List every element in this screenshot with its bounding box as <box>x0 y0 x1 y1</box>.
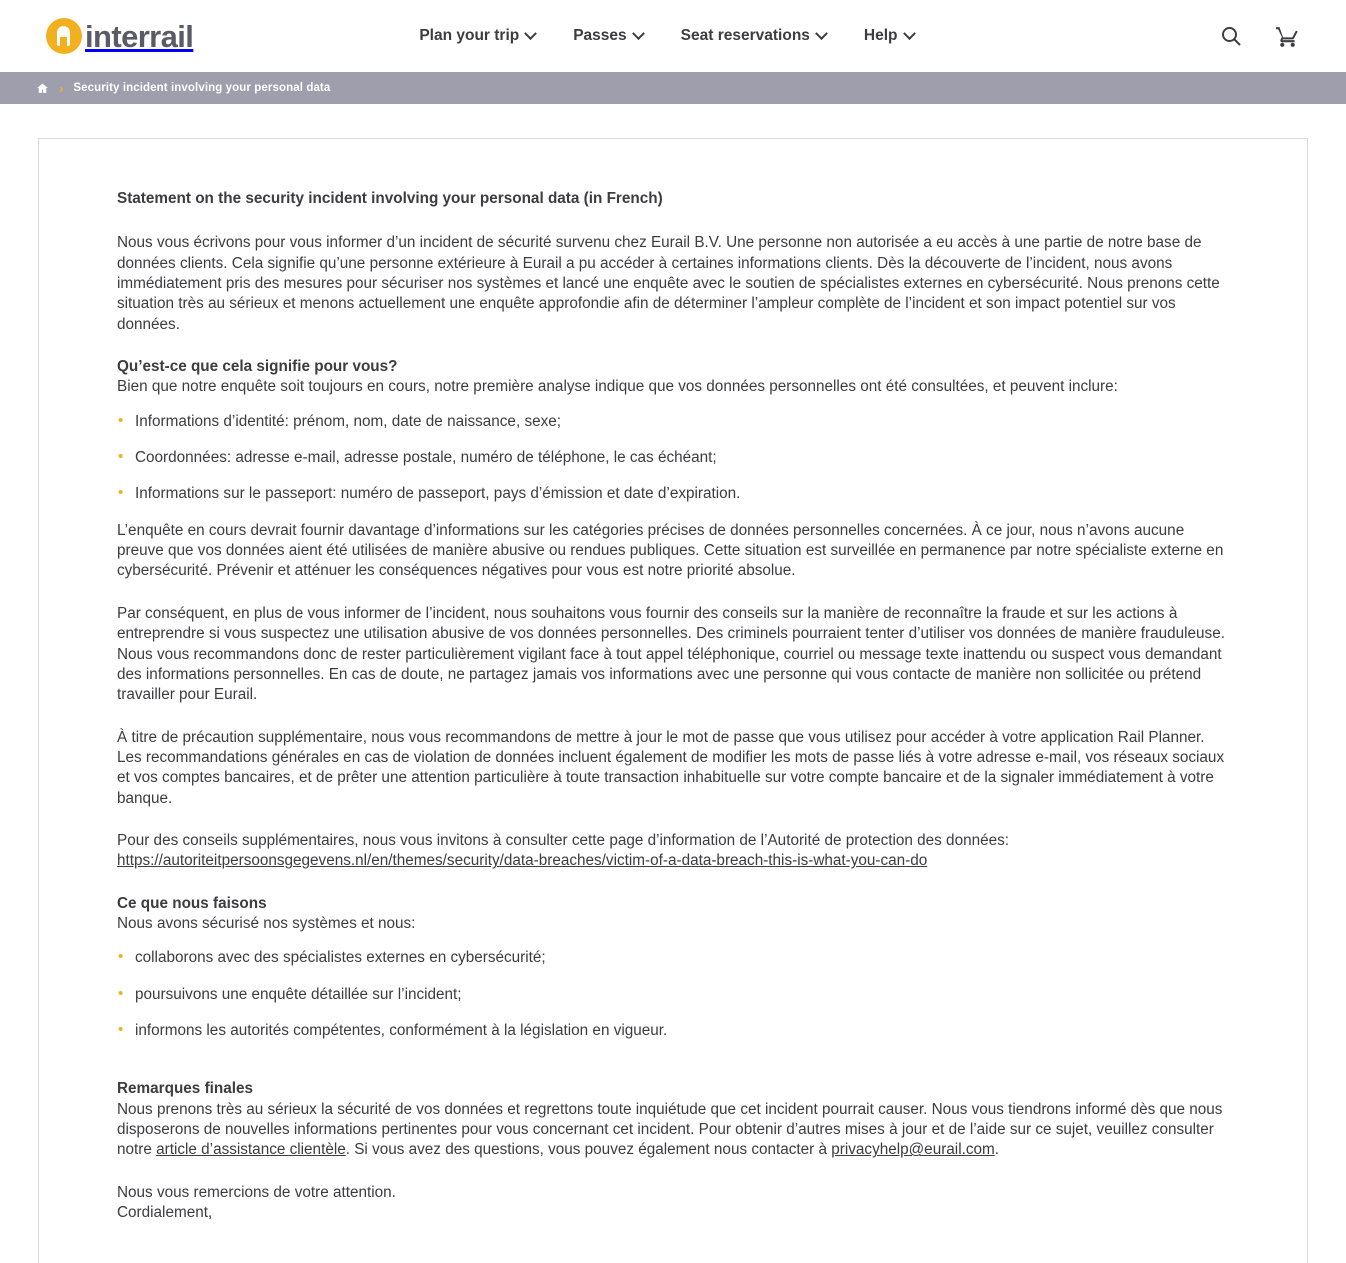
paragraph-investigation: L’enquête en cours devrait fournir davantage d’informations sur les catégories précises de données personnelles concernées. À ce jour, nous n’avons aucune preuve que vos données aient été utilisées de manière abusive ou rendues publiques. Cette situation est surveillée en permanence par notre spécialiste externe en cybersécurité. Prévenir et atténuer les conséquences négatives pour vous est notre priorité absolue. <box>117 521 1224 580</box>
external-authority-link[interactable]: https://autoriteitpersoonsgegevens.nl/en/themes/security/data-breaches/victim-of-a-data-breach-this-is-what-you-can-do <box>117 852 928 870</box>
chevron-down-icon <box>524 27 537 40</box>
paragraph-signoff: Cordialement, <box>117 1204 213 1222</box>
paragraph-closing <box>117 1100 1229 1161</box>
main-navigation <box>419 27 913 45</box>
section2-lead: Nous avons sécurisé nos systèmes et nous: <box>117 914 416 932</box>
paragraph-external-advice-text: Pour des conseils supplémentaires, nous vous invitons à consulter cette page d’information de l’Autorité de protection des données: <box>117 831 1009 849</box>
actions-list <box>117 948 1229 1041</box>
closing-text-part3: . <box>994 1141 999 1159</box>
privacy-email-link[interactable]: privacyhelp@eurail.com <box>831 1141 995 1159</box>
list-item: • Coordonnées: adresse e-mail, adresse postale, numéro de téléphone, le cas échéant; <box>117 448 1229 468</box>
nav-label: Passes <box>573 27 627 44</box>
chevron-down-icon <box>632 27 645 40</box>
content-area <box>0 104 1346 1263</box>
breadcrumb <box>0 72 1346 104</box>
article-card <box>38 138 1308 1263</box>
logo-text: interrail <box>85 18 194 54</box>
nav-label: Seat reservations <box>680 27 810 44</box>
section-heading-what-does-this-mean: Qu’est-ce que cela signifie pour vous? <box>117 358 398 376</box>
personal-data-list <box>117 412 1229 505</box>
interrail-logo-icon <box>46 18 82 54</box>
search-icon[interactable] <box>1218 23 1244 49</box>
site-header <box>0 0 1346 72</box>
header-actions <box>1218 23 1314 49</box>
section-heading-final-remarks: Remarques finales <box>117 1080 254 1098</box>
spacer <box>117 1161 1229 1183</box>
list-item: • Informations sur le passeport: numéro de passeport, pays d’émission et date d’expiration. <box>117 484 1229 504</box>
paragraph-password-advice: À titre de précaution supplémentaire, nous vous recommandons de mettre à jour le mot de passe que vous utilisez pour accéder à votre application Rail Planner. Les recommandations générales en cas de violation de données incluent également de modifier les mots de passe liés à votre adresse e-mail, vos réseaux sociaux et vos comptes bancaires, et de prêter une attention particulière à toute transaction inhabituelle sur votre compte bancaire et de la signaler immédiatement à votre banque. <box>117 728 1225 807</box>
list-item: • informons les autorités compétentes, conformément à la législation en vigueur. <box>117 1021 1229 1041</box>
paragraph-thanks: Nous vous remercions de votre attention. <box>117 1183 396 1201</box>
list-item: • Informations d’identité: prénom, nom, date de naissance, sexe; <box>117 412 1229 432</box>
nav-label: Help <box>863 27 898 44</box>
nav-item-plan-your-trip[interactable] <box>419 27 535 45</box>
closing-text-part2: . Si vous avez des questions, vous pouvez également nous contacter à <box>345 1141 832 1159</box>
breadcrumb-home-icon[interactable] <box>36 82 49 95</box>
cart-icon[interactable] <box>1274 23 1300 49</box>
chevron-down-icon <box>815 27 828 40</box>
closing-text-part1: Nous prenons très au sérieux la sécurité de vos données et regrettons toute inquiétude que cet incident pourrait causer. Nous vous tiendrons informé dès que nous disposerons de nouvelles informations pertinentes pour vous concernant cet incident. Pour obtenir d’autres mises à jour et de l’aide sur ce sujet, veuillez consulter notre <box>117 1100 1223 1159</box>
support-article-link[interactable]: article d’assistance clientèle <box>156 1141 346 1159</box>
breadcrumb-separator: › <box>59 80 64 96</box>
nav-item-help[interactable] <box>864 27 914 45</box>
article-intro-paragraph: Nous vous écrivons pour vous informer d’un incident de sécurité survenu chez Eurail B.V. Une personne non autorisée a eu accès à une partie de notre base de données clients. Cela signifie qu’une personne extérieure à Eurail a pu accéder à certaines informations clients. Dès la découverte de l’incident, nous avons immédiatement pris des mesures pour sécuriser nos systèmes et lancé une enquête avec le soutien de spécialistes externes en cybersécurité. Nous prenons cette situation très au sérieux et menons actuellement une enquête approfondie afin de déterminer l’ampleur complète de l’incident et son impact potentiel sur vos données. <box>117 234 1220 333</box>
spacer <box>117 1057 1229 1079</box>
paragraph-fraud-advice: Par conséquent, en plus de vous informer de l’incident, nous souhaitons vous fournir des conseils sur la manière de reconnaître la fraude et sur les actions à entreprendre si vous suspectez une utilisation abusive de vos données personnelles. Des criminels pourraient tenter d’utiliser vos données de manière frauduleuse. Nous vous recommandons donc de rester particulièrement vigilant face à tout appel téléphonique, courriel ou message texte inattendu ou suspect vous demandant des informations personnelles. En cas de doute, ne partagez jamais vos informations avec une personne qui vous contacte de manière non sollicitée ou prétend travailler pour Eurail. <box>117 604 1225 704</box>
nav-item-seat-reservations[interactable] <box>681 27 826 45</box>
nav-label: Plan your trip <box>419 27 520 44</box>
list-item: • collaborons avec des spécialistes externes en cybersécurité; <box>117 948 1229 968</box>
breadcrumb-current: Security incident involving your personal data <box>73 82 331 94</box>
nav-item-passes[interactable] <box>573 27 642 45</box>
paragraph-external-advice <box>117 831 1229 872</box>
chevron-down-icon <box>903 27 916 40</box>
list-item: • poursuivons une enquête détaillée sur l’incident; <box>117 985 1229 1005</box>
section1-lead: Bien que notre enquête soit toujours en cours, notre première analyse indique que vos données personnelles ont été consultées, et peuvent inclure: <box>117 378 1118 396</box>
article-title: Statement on the security incident involving your personal data (in French) <box>117 190 663 207</box>
site-logo[interactable] <box>46 18 193 54</box>
section-heading-what-we-do: Ce que nous faisons <box>117 894 267 912</box>
